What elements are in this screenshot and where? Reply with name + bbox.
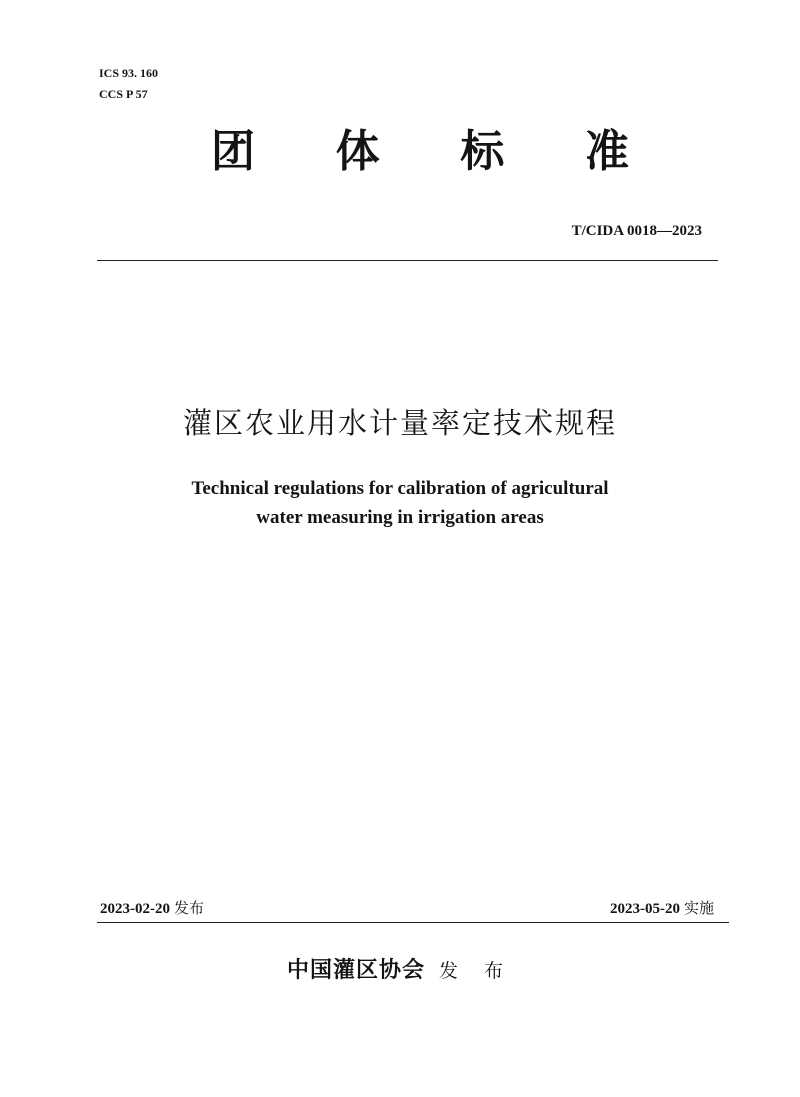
ccs-code: CCS P 57 (99, 87, 148, 101)
document-title-english-line2: water measuring in irrigation areas (256, 507, 544, 528)
implementation-date-value: 2023-05-20 (609, 901, 680, 917)
publisher-action: 发 布 (438, 960, 514, 982)
standard-number: T/CIDA 0018—2023 (571, 223, 702, 239)
document-title-english-line1: Technical regulations for calibration of agricultural (191, 478, 609, 499)
publisher-line (0, 955, 800, 986)
standard-type-heading (95, 126, 725, 178)
implementation-date (610, 898, 714, 919)
issue-date-label: 发布 (174, 899, 205, 917)
publisher-organization: 中国灌区协会 (286, 957, 425, 983)
ics-code: ICS 93. 160 (99, 66, 159, 80)
standard-type-char: 体 (335, 126, 380, 177)
issue-date-value: 2023-02-20 (100, 901, 170, 917)
top-divider (97, 260, 718, 261)
implementation-date-label: 实施 (683, 899, 714, 917)
standard-type-char: 标 (460, 126, 505, 177)
document-title-chinese: 灌区农业用水计量率定技术规程 (182, 406, 617, 440)
bottom-divider (97, 922, 729, 923)
standard-type-char: 团 (211, 126, 255, 177)
issue-date (100, 898, 204, 919)
standard-type-char: 准 (584, 126, 629, 177)
